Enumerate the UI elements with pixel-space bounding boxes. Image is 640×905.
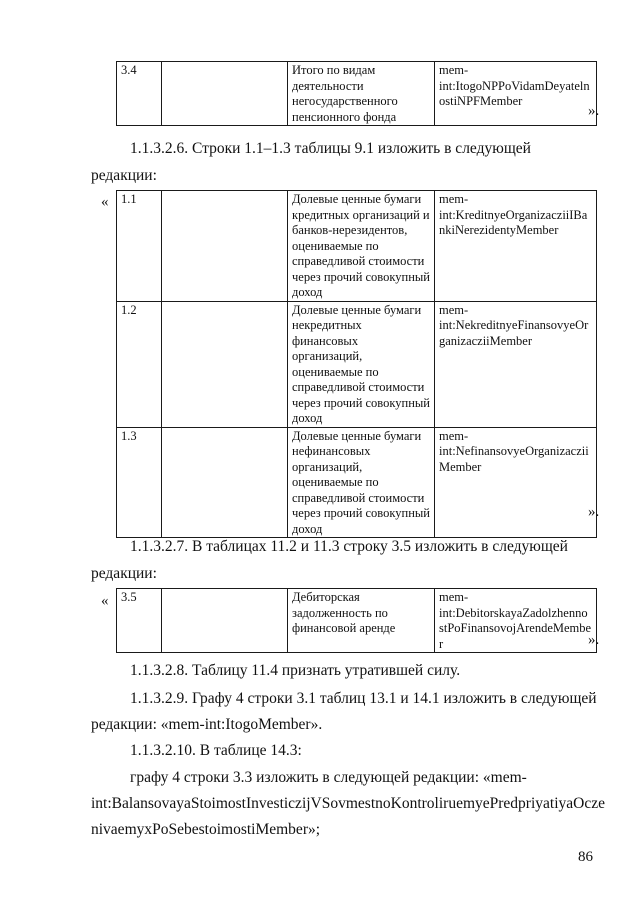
row-number-cell: 3.4 <box>117 62 162 126</box>
row-label-cell: Дебиторская задолженность по финансовой аренде <box>288 589 435 653</box>
row-label-cell: Итого по видам деятельности негосударственного пенсионного фонда <box>288 62 435 126</box>
row-number-cell: 1.2 <box>117 301 162 427</box>
table-row <box>117 301 597 427</box>
paragraph-1-1-3-2-7: 1.1.3.2.7. В таблицах 11.2 и 11.3 строку 3.5 изложить в следующей <box>130 538 568 555</box>
row-label-cell: Долевые ценные бумаги некредитных финансовых организаций, оцениваемые по справедливой стоимости через прочий совокупный доход <box>288 301 435 427</box>
table-row <box>117 589 597 653</box>
table-row <box>117 427 597 538</box>
paragraph-continuation: nivaemyxPoSebestoimostiMember»; <box>91 821 321 838</box>
paragraph-continuation: редакции: «mem-int:ItogoMember». <box>91 716 323 733</box>
table-row-3-4 <box>116 61 600 126</box>
paragraph-1-1-3-2-8: 1.1.3.2.8. Таблицу 11.4 признать утратившей силу. <box>130 662 461 679</box>
empty-cell <box>162 62 288 126</box>
closing-quote: ». <box>588 103 600 119</box>
empty-cell <box>162 427 288 538</box>
row-label-cell: Долевые ценные бумаги нефинансовых организаций, оцениваемые по справедливой стоимости через прочий совокупный доход <box>288 427 435 538</box>
paragraph-grafa-4: графу 4 строки 3.3 изложить в следующей редакции: «mem- <box>130 769 527 786</box>
member-code-cell: mem-int:DebitorskayaZadolzhennostPoFinansovojArendeMember <box>435 589 597 653</box>
member-code-cell: mem-int:NefinansovyeOrganizacziiMember <box>435 427 597 538</box>
paragraph-continuation: редакции: <box>91 565 157 582</box>
closing-quote: ». <box>588 632 600 648</box>
table-row <box>117 191 597 302</box>
table-rows-1-1-to-1-3 <box>116 190 600 538</box>
empty-cell <box>162 589 288 653</box>
empty-cell <box>162 301 288 427</box>
empty-cell <box>162 191 288 302</box>
paragraph-1-1-3-2-6: 1.1.3.2.6. Строки 1.1–1.3 таблицы 9.1 изложить в следующей <box>130 140 531 157</box>
opening-quote: « <box>101 194 109 210</box>
paragraph-1-1-3-2-10: 1.1.3.2.10. В таблице 14.3: <box>130 742 302 759</box>
member-code-cell: mem-int:ItogoNPPoVidamDeyatelnostiNPFMember <box>435 62 597 126</box>
paragraph-1-1-3-2-9: 1.1.3.2.9. Графу 4 строки 3.1 таблиц 13.1 и 14.1 изложить в следующей <box>130 690 597 707</box>
member-code-cell: mem-int:KreditnyeOrganizacziiIBankiNerezidentyMember <box>435 191 597 302</box>
paragraph-continuation: редакции: <box>91 167 157 184</box>
table-row-3-5 <box>116 588 600 653</box>
table-row <box>117 62 597 126</box>
row-number-cell: 3.5 <box>117 589 162 653</box>
row-label-cell: Долевые ценные бумаги кредитных организаций и банков-нерезидентов, оцениваемые по справедливой стоимости через прочий совокупный доход <box>288 191 435 302</box>
member-code-cell: mem-int:NekreditnyeFinansovyeOrganizacziiMember <box>435 301 597 427</box>
row-number-cell: 1.1 <box>117 191 162 302</box>
closing-quote: ». <box>588 504 600 520</box>
opening-quote: « <box>101 593 109 609</box>
page-number: 86 <box>578 849 593 865</box>
row-number-cell: 1.3 <box>117 427 162 538</box>
paragraph-continuation: int:BalansovayaStoimostInvesticzijVSovmestnoKontroliruemyePredpriyatiyaOcze <box>91 795 605 812</box>
